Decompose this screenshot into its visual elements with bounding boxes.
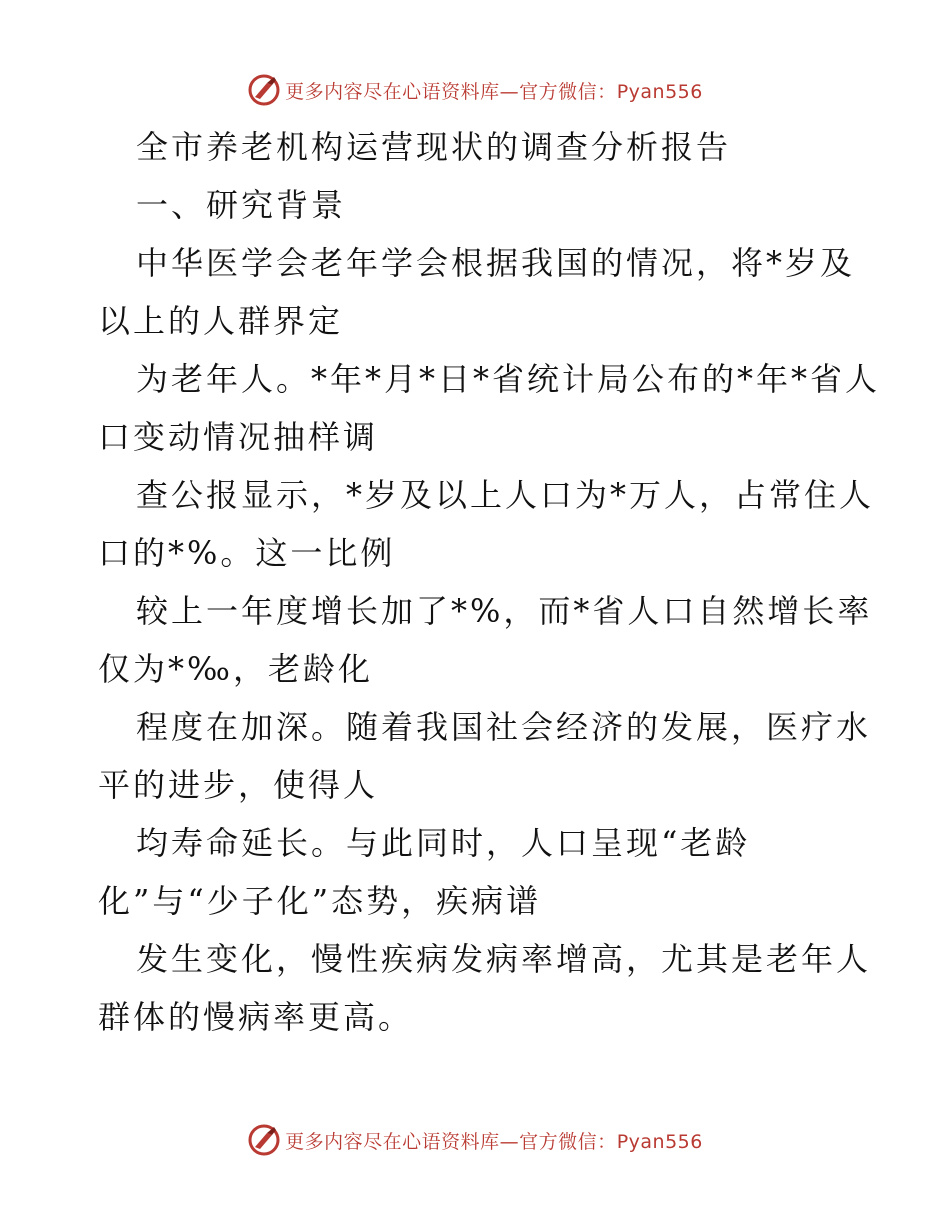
brush-seal-icon [247, 73, 281, 107]
footer-watermark [0, 1120, 950, 1160]
paragraph-line: 均寿命延长。与此同时，人口呈现“老龄 [136, 824, 751, 862]
paragraph-line: 群体的慢病率更高。 [98, 998, 414, 1036]
paragraph-line: 化”与“少子化”态势，疾病谱 [98, 882, 542, 920]
header-watermark [0, 70, 950, 110]
document-body [98, 118, 881, 1046]
brush-seal-icon [247, 1123, 281, 1157]
watermark-text: 更多内容尽在心语资料库—官方微信：Pyan556 [285, 80, 703, 103]
paragraph-line: 口变动情况抽样调 [98, 418, 379, 456]
document-title: 全市养老机构运营现状的调查分析报告 [136, 128, 732, 166]
paragraph-line: 为老年人。*年*月*日*省统计局公布的*年*省人 [136, 360, 881, 398]
paragraph-line: 较上一年度增长加了*%，而*省人口自然增长率 [136, 592, 873, 630]
paragraph-line: 查公报显示，*岁及以上人口为*万人，占常住人 [136, 476, 875, 514]
paragraph-line: 口的*%。这一比例 [98, 534, 396, 572]
watermark-text: 更多内容尽在心语资料库—官方微信：Pyan556 [285, 1130, 703, 1153]
paragraph-line: 仅为*‰，老龄化 [98, 650, 373, 688]
paragraph-line: 平的进步，使得人 [98, 766, 379, 804]
section-heading: 一、研究背景 [136, 186, 347, 224]
paragraph-line: 中华医学会老年学会根据我国的情况，将*岁及 [136, 244, 856, 282]
paragraph-line: 程度在加深。随着我国社会经济的发展，医疗水 [136, 708, 872, 746]
paragraph-line: 发生变化，慢性疾病发病率增高，尤其是老年人 [136, 940, 872, 978]
paragraph-line: 以上的人群界定 [98, 302, 344, 340]
